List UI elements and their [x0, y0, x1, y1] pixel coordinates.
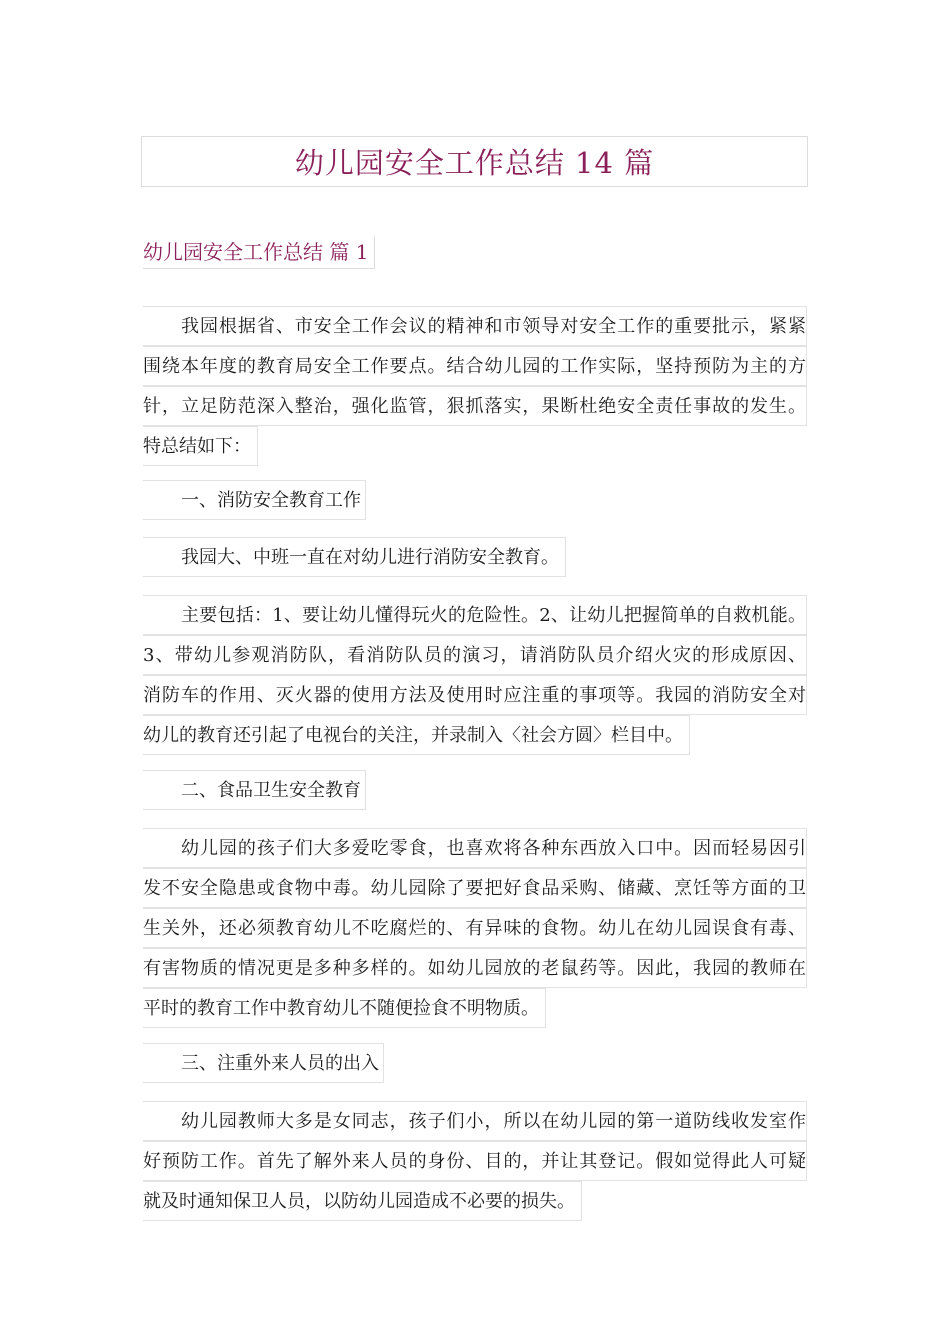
text-line: 针，立足防范深入整治，强化监管，狠抓落实，果断杜绝安全责任事故的发生。 — [143, 386, 807, 426]
paragraph — [143, 537, 807, 581]
text-line: 发不安全隐患或食物中毒。幼儿园除了要把好食品采购、储藏、烹饪等方面的卫 — [143, 868, 807, 908]
text-line: 二、食品卫生安全教育 — [143, 770, 366, 810]
text-line: 有害物质的情况更是多种多样的。如幼儿园放的老鼠药等。因此，我园的教师在 — [143, 948, 807, 988]
paragraph — [143, 1101, 807, 1225]
document-title: 幼儿园安全工作总结 14 篇 — [141, 136, 808, 187]
text-line: 生关外，还必须教育幼儿不吃腐烂的、有异味的食物。幼儿在幼儿园误食有毒、 — [143, 908, 807, 948]
paragraph — [143, 595, 807, 759]
paragraph — [143, 306, 807, 470]
text-line: 我园根据省、市安全工作会议的精神和市领导对安全工作的重要批示，紧紧 — [143, 306, 807, 346]
text-line: 特总结如下： — [143, 426, 258, 466]
subsection-heading — [143, 1043, 807, 1087]
text-line: 好预防工作。首先了解外来人员的身份、目的，并让其登记。假如觉得此人可疑 — [143, 1141, 807, 1181]
subsection-heading — [143, 480, 807, 524]
text-line: 幼儿园的孩子们大多爱吃零食，也喜欢将各种东西放入口中。因而轻易因引 — [143, 828, 807, 868]
text-line: 就及时通知保卫人员，以防幼儿园造成不必要的损失。 — [143, 1181, 582, 1221]
text-line: 幼儿园教师大多是女同志，孩子们小，所以在幼儿园的第一道防线收发室作 — [143, 1101, 807, 1141]
text-line: 消防车的作用、灭火器的使用方法及使用时应注重的事项等。我园的消防安全对 — [143, 675, 807, 715]
text-line: 平时的教育工作中教育幼儿不随便捡食不明物质。 — [143, 988, 546, 1028]
text-line: 3、带幼儿参观消防队，看消防队员的演习，请消防队员介绍火灾的形成原因、 — [143, 635, 807, 675]
paragraph — [143, 828, 807, 1032]
text-line: 一、消防安全教育工作 — [143, 480, 366, 520]
text-line: 三、注重外来人员的出入 — [143, 1043, 384, 1083]
subsection-heading — [143, 770, 807, 814]
text-line: 幼儿的教育还引起了电视台的关注，并录制入〈社会方圆〉栏目中。 — [143, 715, 690, 755]
section-heading: 幼儿园安全工作总结 篇 1 — [143, 236, 375, 269]
text-line: 围绕本年度的教育局安全工作要点。结合幼儿园的工作实际，坚持预防为主的方 — [143, 346, 807, 386]
text-line: 主要包括：1、要让幼儿懂得玩火的危险性。2、让幼儿把握简单的自救机能。 — [143, 595, 807, 635]
text-line: 我园大、中班一直在对幼儿进行消防安全教育。 — [143, 537, 566, 577]
